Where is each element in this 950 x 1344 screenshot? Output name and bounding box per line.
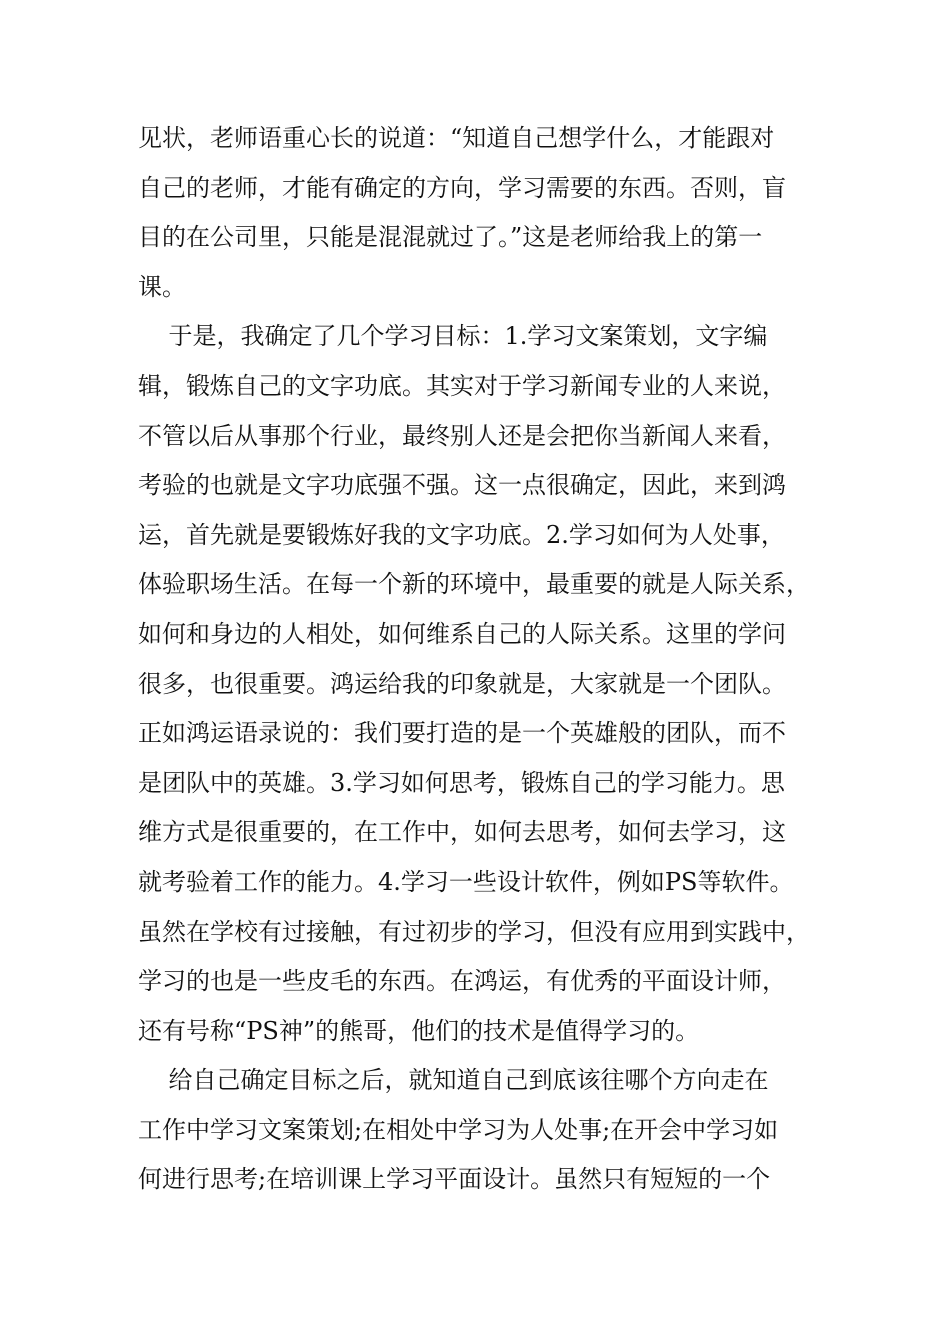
text-line: 课。	[138, 272, 186, 301]
text-line: 自己的老师，才能有确定的方向，学习需要的东西。否则，盲	[138, 173, 786, 202]
text-line: 见状，老师语重心长的说道：“知道自己想学什么，才能跟对	[138, 124, 775, 152]
text-line: 如何和身边的人相处，如何维系自己的人际关系。这里的学问	[138, 619, 786, 648]
text-line: 何进行思考;在培训课上学习平面设计。虽然只有短短的一个	[138, 1165, 771, 1194]
text-line: 目的在公司里，只能是混混就过了。”这是老师给我上的第一	[138, 223, 763, 252]
text-line: 不管以后从事那个行业，最终别人还是会把你当新闻人来看，	[138, 421, 786, 450]
text-line: 辑，锻炼自己的文字功底。其实对于学习新闻专业的人来说，	[138, 371, 786, 400]
text-line: 体验职场生活。在每一个新的环境中，最重要的就是人际关系，	[138, 570, 810, 599]
text-line: 运，首先就是要锻炼好我的文字功底。2.学习如何为人处事，	[138, 520, 785, 549]
text-line: 就考验着工作的能力。4.学习一些设计软件，例如PS等软件。	[138, 867, 794, 896]
text-line: 是团队中的英雄。3.学习如何思考，锻炼自己的学习能力。思	[138, 768, 785, 797]
text-line: 虽然在学校有过接触，有过初步的学习，但没有应用到实践中，	[138, 917, 810, 946]
text-line: 正如鸿运语录说的：我们要打造的是一个英雄般的团队，而不	[138, 719, 786, 748]
body-text	[138, 114, 850, 1205]
text-line: 学习的也是一些皮毛的东西。在鸿运，有优秀的平面设计师，	[138, 967, 786, 996]
text-line: 于是，我确定了几个学习目标：1.学习文案策划，文字编	[138, 322, 768, 351]
text-line: 还有号称“PS神”的熊哥，他们的技术是值得学习的。	[138, 1016, 700, 1045]
text-line: 给自己确定目标之后，就知道自己到底该往哪个方向走在	[138, 1066, 769, 1095]
text-line: 工作中学习文案策划;在相处中学习为人处事;在开会中学习如	[138, 1115, 779, 1144]
text-line: 维方式是很重要的，在工作中，如何去思考，如何去学习，这	[138, 818, 786, 847]
text-line: 考验的也就是文字功底强不强。这一点很确定，因此，来到鸿	[138, 471, 786, 500]
text-line: 很多，也很重要。鸿运给我的印象就是，大家就是一个团队。	[138, 669, 786, 698]
